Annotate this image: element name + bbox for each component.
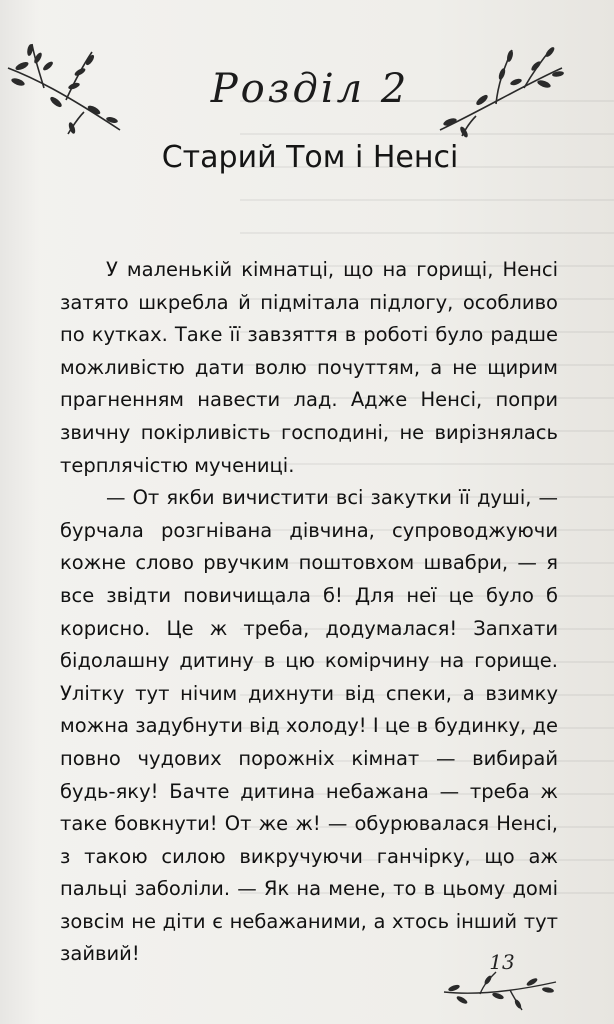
spine-shadow bbox=[0, 0, 40, 1024]
leaf-branch-icon bbox=[440, 966, 560, 1016]
leaf-branch-icon bbox=[4, 38, 124, 138]
page-number: 13 bbox=[489, 950, 515, 974]
chapter-title: Старий Том і Ненсі bbox=[161, 140, 459, 175]
paragraph: — От якби вичистити всі закутки її душі, — бурчала розгнівана дівчина, супроводжуючи кожне слово рвучким поштовхом швабри, — я все звідти повичищала б! Для неї це було б корисно. Це ж треба, додумалася! Запхати бідолашну дитину в цю комірчину на горище. Улітку тут нічим дихнути від спеки, а взимку можна задубнути від холоду! І це в будинку, де повно чудових порожніх кімнат — вибирай будь-яку! Бачте дитина небажана — треба ж таке бовкнути! От же ж! — обурювалася Ненсі, з такою силою викручуючи ганчірку, що аж пальці заболіли. — Як на мене, то в цьому домі зовсім не діти є небажаними, а хтось інший тут зайвий! bbox=[60, 486, 558, 966]
chapter-body bbox=[60, 254, 558, 971]
paragraph: У маленькій кімнатці, що на горищі, Ненсі затято шкребла й підмітала підлогу, особливо по кутках. Таке її завзяття в роботі було радше можливістю дати волю почуттям, а не щирим прагненням навести лад. Адже Ненсі, попри звичну покірливість господині, не вирізнялась терплячістю мучениці. bbox=[60, 258, 558, 477]
chapter-label: Розділ 2 bbox=[210, 66, 410, 112]
